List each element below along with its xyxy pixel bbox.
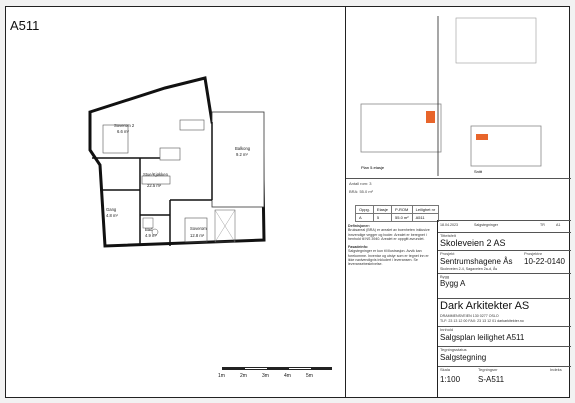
revision-date: 18.04.2023 [440, 223, 458, 227]
key-plan [346, 6, 571, 176]
room-area-balkong: 9.2 m² [236, 152, 248, 157]
project-name: Sentrumshagene Ås [440, 257, 513, 266]
notes: Definisjoner: Bruksareal (BRA) er arealet av boenheten inklusive innvendige vegger og boder. Arealet er beregnet i henhold til NS 3940. Arealet er oppgitt avrundet. Fasadeinfo: Salgstegninger er kun til illustrasjon. Avvik kan forekomme. Inventar og utstyr som er tegnet inn er ikke nødvendigvis inkludert i leveransen. Se leveransebeskrivelse. [348, 224, 430, 267]
drawing-scale: 1:100 [440, 375, 461, 384]
drawing-number: S-A511 [478, 375, 505, 384]
unit-highlight [426, 111, 435, 123]
room-label-balkong: Balkong [235, 146, 251, 151]
firm-contact: TLF: 23 13 12 00 FAX: 23 13 12 01 darkarkitekter.no [440, 319, 524, 323]
room-label-bad: Bad [145, 227, 153, 232]
scale-label: 1m [218, 373, 225, 379]
scale-bar [212, 364, 332, 386]
room-label-stue: Stue/Kjøkken [143, 172, 168, 177]
project-title: Skoleveien 2 AS [440, 238, 506, 248]
scale-label: 4m [284, 373, 291, 379]
room-area-bad: 4.9 m² [145, 233, 157, 238]
project-block: 18.04.2023 Salgstegninger TR A1 Tittelsfelt Skoleveien 2 AS Prosjekt Sentrumshagene Ås Prosjektnr 10-22-0140 Skoleveien 2-4, Sagaveien 2a-d, Ås Bygg Bygg A Dark Arkitekter AS DRAMMENSVEIEN 130 0277 OSLO TLF: 23 13 12 00 FAX: 23 13 12 01 darkarkitekter.no Innhold Salgsplan leilighet A511 Tegningsstatus Salgstegning Skala 1:100 Tegningsnr S-A511 Indeks [437, 220, 571, 398]
firm-name: Dark Arkitekter AS [440, 300, 530, 312]
scale-label: 3m [262, 373, 269, 379]
unit-info-table: Oppg. Etasje P-ROM Leilighet nr A 5 55.0 m² A511 [355, 205, 439, 222]
room-label-soverom: Soverom [190, 226, 207, 231]
drawing-type: Salgstegning [440, 353, 487, 362]
room-label-gang: Gang [106, 207, 117, 212]
building: Bygg A [440, 279, 466, 288]
floor-label: Plan 5.etasje [361, 165, 385, 170]
sheet-code: A511 [10, 18, 40, 33]
room-area-gang: 4.8 m² [106, 213, 118, 218]
room-label-soverom2: Soverom 2 [114, 123, 135, 128]
scale-label: 5m [306, 373, 313, 379]
room-area-soverom2: 6.6 m² [117, 129, 129, 134]
scale-label: 2m [240, 373, 247, 379]
room-area-soverom: 12.8 m² [190, 233, 205, 238]
revision-sign: TR [540, 223, 545, 227]
firm-address: DRAMMENSVEIEN 130 0277 OSLO [440, 314, 499, 318]
bra-value: BRA: 55.0 m² [349, 189, 374, 194]
section-label: Snitt [474, 169, 483, 174]
revision-rev: A1 [556, 223, 561, 227]
project-address: Skoleveien 2-4, Sagaveien 2a-d, Ås [440, 267, 498, 271]
room-area-stue: 22.5 m² [147, 183, 162, 188]
project-number: 10-22-0140 [524, 257, 565, 266]
rooms-count: Antall rom: 3 [349, 181, 372, 186]
revision-text: Salgstegninger [474, 223, 498, 227]
drawing-content: Salgsplan leilighet A511 [440, 333, 525, 342]
balcony-outline [212, 112, 264, 207]
